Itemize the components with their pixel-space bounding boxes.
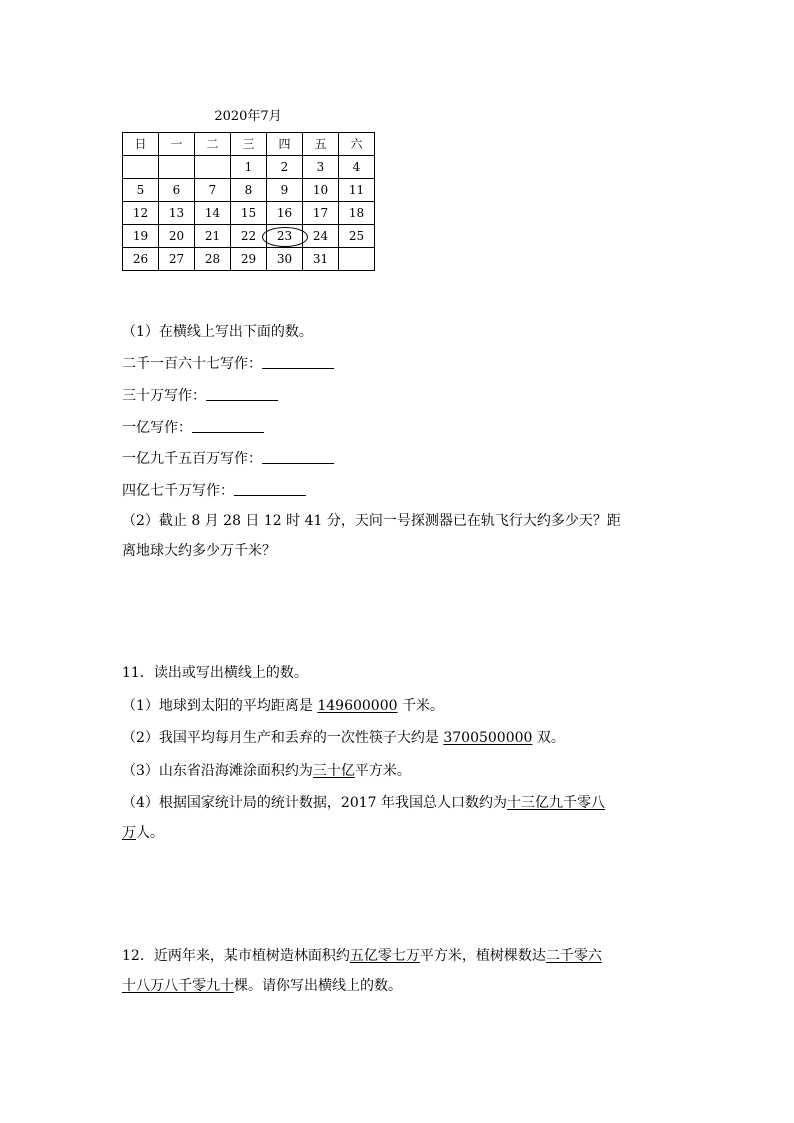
date-cell: 14	[195, 202, 231, 225]
q11-part2	[122, 728, 565, 748]
answer-blank[interactable]	[234, 481, 306, 496]
date-cell: 10	[303, 179, 339, 202]
q11-part4-line1	[122, 793, 605, 813]
underlined-number: 五亿零七万	[349, 948, 420, 964]
weekday-cell: 日	[123, 133, 159, 156]
date-cell: 26	[123, 248, 159, 271]
underlined-number: 149600000	[317, 698, 398, 714]
date-cell: 6	[159, 179, 195, 202]
q10-item-label: 四亿七千万写作：	[122, 483, 234, 499]
date-cell: 17	[303, 202, 339, 225]
date-cell: 31	[303, 248, 339, 271]
date-cell	[159, 156, 195, 179]
q11-title: 11．读出或写出横线上的数。	[122, 665, 308, 681]
q10-item	[122, 449, 334, 469]
date-cell: 24	[303, 225, 339, 248]
q11-part4-line2	[122, 823, 164, 843]
answer-blank[interactable]	[192, 418, 264, 433]
date-cell	[123, 156, 159, 179]
weekday-cell: 四	[267, 133, 303, 156]
date-cell: 5	[123, 179, 159, 202]
q11-part2-text: （2）我国平均每月生产和丢弃的一次性筷子大约是	[122, 730, 444, 746]
weekday-cell: 三	[231, 133, 267, 156]
q10-item-label: 一亿九千五百万写作：	[122, 451, 262, 467]
date-cell: 28	[195, 248, 231, 271]
calendar-table	[122, 132, 375, 271]
q11-part3-suffix: 平方米。	[354, 763, 411, 779]
date-cell: 21	[195, 225, 231, 248]
weekday-cell: 一	[159, 133, 195, 156]
date-cell: 1	[231, 156, 267, 179]
date-cell	[195, 156, 231, 179]
underlined-number: 万	[122, 825, 136, 841]
date-cell: 16	[267, 202, 303, 225]
calendar-week-row	[123, 202, 375, 225]
date-cell: 13	[159, 202, 195, 225]
date-cell	[339, 248, 375, 271]
q12-line1	[122, 946, 602, 966]
underlined-number: 十八万八千零九十	[122, 978, 234, 994]
date-cell: 8	[231, 179, 267, 202]
q11-part3-text: （3）山东省沿海滩涂面积约为	[122, 763, 313, 779]
date-cell: 15	[231, 202, 267, 225]
q10-item-label: 二千一百六十七写作：	[122, 356, 262, 372]
q12-text: 12．近两年来，某市植树造林面积约	[122, 948, 350, 964]
q11-part4-text: （4）根据国家统计局的统计数据，2017 年我国总人口数约为	[122, 795, 507, 811]
q11-part1	[122, 696, 444, 716]
q11-part4-suffix: 人。	[136, 825, 164, 841]
q11-part1-text: （1）地球到太阳的平均距离是	[122, 698, 318, 714]
calendar-week-row	[123, 179, 375, 202]
date-cell: 3	[303, 156, 339, 179]
calendar-week-row	[123, 156, 375, 179]
underlined-number: 二千零六	[545, 948, 602, 964]
weekday-cell: 二	[195, 133, 231, 156]
answer-blank[interactable]	[262, 354, 334, 369]
calendar-header-row	[123, 133, 375, 156]
q10-item-label: 三十万写作：	[122, 388, 206, 404]
date-cell: 18	[339, 202, 375, 225]
date-cell: 7	[195, 179, 231, 202]
date-cell: 22	[231, 225, 267, 248]
underlined-number: 十三亿九千零八	[507, 795, 605, 811]
date-cell: 2	[267, 156, 303, 179]
date-cell: 20	[159, 225, 195, 248]
circled-date-cell: 23	[267, 225, 303, 248]
q10-part2-line1: （2）截止 8 月 28 日 12 时 41 分，天问一号探测器已在轨飞行大约多少天？距	[122, 513, 621, 529]
date-cell: 12	[123, 202, 159, 225]
date-cell: 9	[267, 179, 303, 202]
q11-part2-suffix: 双。	[532, 730, 565, 746]
answer-blank[interactable]	[206, 386, 278, 401]
weekday-cell: 五	[303, 133, 339, 156]
q12-text: 棵。请你写出横线上的数。	[234, 978, 402, 994]
date-cell: 27	[159, 248, 195, 271]
date-cell: 4	[339, 156, 375, 179]
q10-part2-line2: 离地球大约多少万千米？	[122, 543, 276, 559]
calendar-title: 2020年7月	[214, 109, 282, 124]
q10-item	[122, 481, 306, 501]
underlined-number: 3700500000	[443, 730, 533, 746]
date-cell: 29	[231, 248, 267, 271]
calendar-week-row	[123, 248, 375, 271]
calendar-week-row	[123, 225, 375, 248]
q10-item	[122, 386, 278, 406]
q10-item	[122, 354, 334, 374]
q10-item	[122, 418, 264, 438]
answer-blank[interactable]	[262, 449, 334, 464]
q11-part3	[122, 761, 411, 781]
date-cell: 19	[123, 225, 159, 248]
q10-part1-intro: （1）在横线上写出下面的数。	[122, 324, 313, 340]
q12-line2	[122, 976, 402, 996]
date-cell: 11	[339, 179, 375, 202]
underlined-number: 三十亿	[312, 763, 355, 779]
date-cell: 25	[339, 225, 375, 248]
q10-item-label: 一亿写作：	[122, 420, 192, 436]
q12-text: 平方米，植树棵数达	[419, 948, 546, 964]
date-cell: 30	[267, 248, 303, 271]
weekday-cell: 六	[339, 133, 375, 156]
q11-part1-suffix: 千米。	[397, 698, 444, 714]
